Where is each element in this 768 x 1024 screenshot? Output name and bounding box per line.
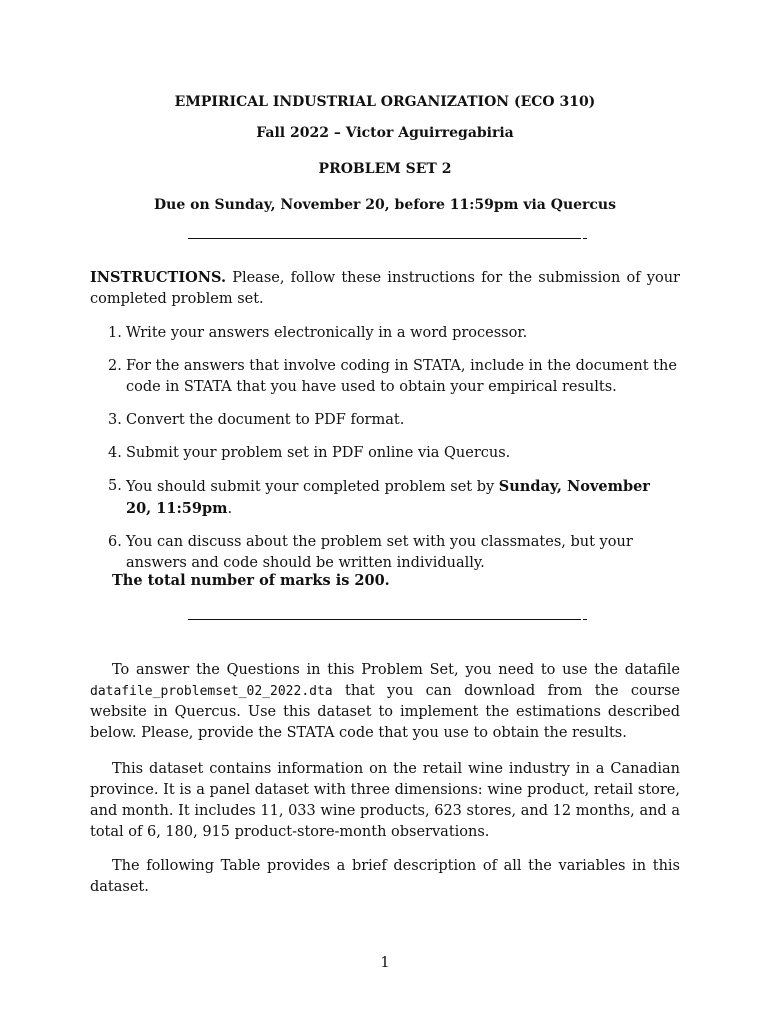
instructions-paragraph — [90, 267, 680, 310]
list-item — [90, 323, 680, 344]
page-number: 1 — [380, 955, 390, 971]
list-item-number: 5. — [108, 478, 122, 494]
p1-text-start: To answer the Questions in this Problem Set, you need to use the datafile — [112, 662, 680, 678]
separator-bottom — [188, 619, 581, 620]
list-item-text: You should submit your completed problem set by — [126, 479, 499, 495]
list-item-number: 6. — [108, 534, 122, 550]
instructions-label: INSTRUCTIONS. — [90, 269, 226, 286]
list-item-number: 3. — [108, 412, 122, 428]
list-item — [90, 356, 680, 398]
list-item — [90, 443, 680, 464]
list-item-text: Convert the document to PDF format. — [126, 412, 405, 428]
list-item — [90, 410, 680, 431]
p1-text-end: that you can download from the course website in Quercus. Use this dataset to implement the estimations described below. Please, provide the STATA code that you use to obtain the results. — [90, 683, 680, 741]
separator-top — [188, 238, 581, 239]
instructions-text: Please, follow these instructions for the submission of your completed problem set. — [90, 270, 680, 307]
deadline-bold: Sunday, November 20, 11:59pm — [126, 478, 650, 517]
list-item-text: You can discuss about the problem set with you classmates, but your answers and code should be written individually. — [126, 534, 633, 571]
list-item-number: 1. — [108, 325, 122, 341]
list-item — [90, 532, 680, 574]
term-instructor: Fall 2022 – Victor Aguirregabiria — [256, 125, 514, 141]
list-item-number: 4. — [108, 445, 122, 461]
total-marks: The total number of marks is 200. — [112, 572, 390, 589]
due-date: Due on Sunday, November 20, before 11:59pm via Quercus — [154, 197, 616, 213]
datafile-name: datafile_problemset_02_2022.dta — [90, 684, 333, 699]
list-item-number: 2. — [108, 358, 122, 374]
problem-set-title: PROBLEM SET 2 — [318, 161, 452, 177]
body-paragraph-1 — [90, 660, 680, 744]
list-item-text: For the answers that involve coding in STATA, include in the document the code in STATA that you have used to obtain your empirical results. — [126, 358, 677, 395]
list-item-text: Write your answers electronically in a word processor. — [126, 325, 528, 341]
document-page — [90, 0, 680, 1024]
list-item-text: Submit your problem set in PDF online via Quercus. — [126, 445, 511, 461]
instructions-list — [90, 323, 680, 586]
body-paragraph-3: The following Table provides a brief description of all the variables in this dataset. — [90, 858, 680, 895]
course-title: EMPIRICAL INDUSTRIAL ORGANIZATION (ECO 310) — [174, 94, 596, 110]
body-paragraph-2: This dataset contains information on the retail wine industry in a Canadian province. It is a panel dataset with three dimensions: wine product, retail store, and month. It includes 11, 033 wine products, 623 stores, and 12 months, and a total of 6, 180, 915 product-store-month observations. — [90, 761, 680, 840]
list-item-text-end: . — [227, 501, 233, 517]
list-item — [90, 476, 680, 520]
